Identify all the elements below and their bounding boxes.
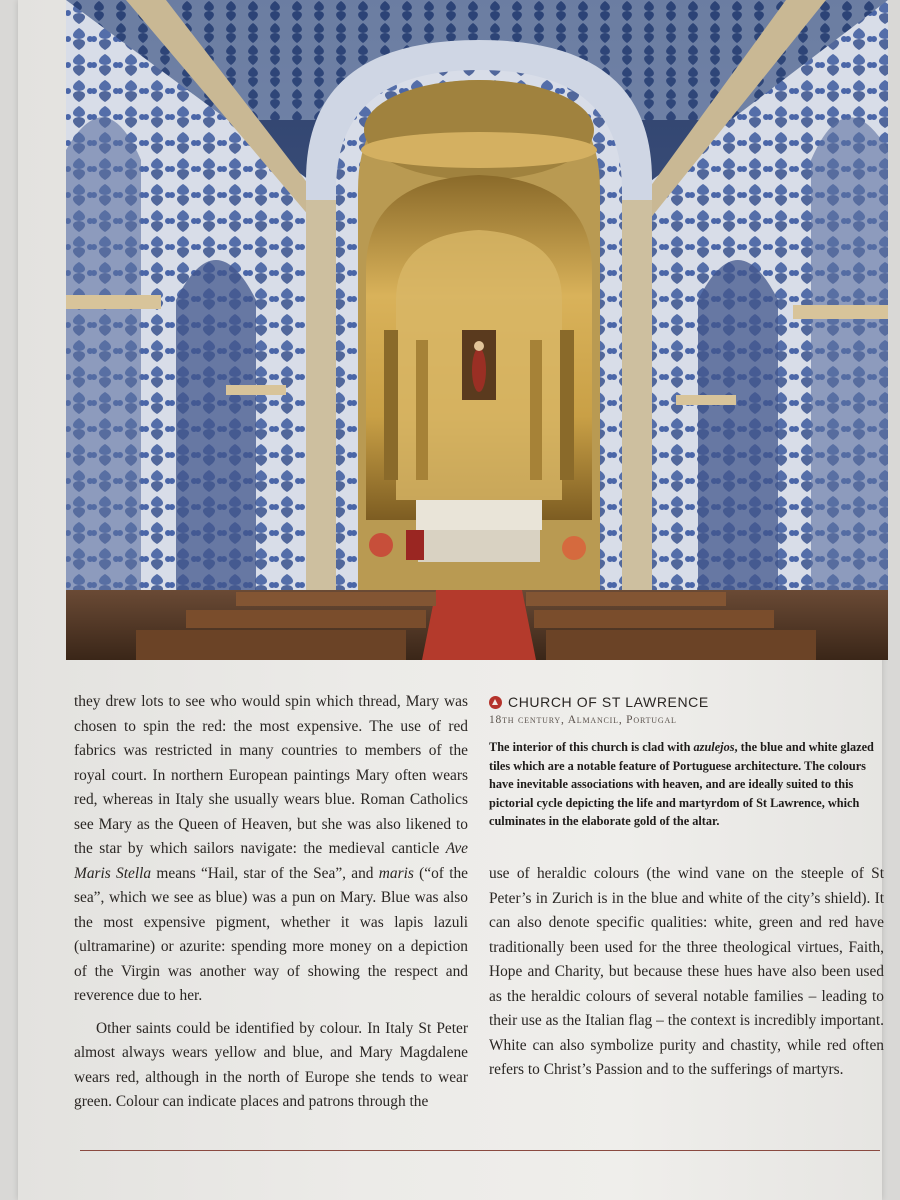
footer-rule	[80, 1150, 880, 1151]
left-paragraph-1: they drew lots to see who would spin which thread, Mary was chosen to spin the red: the most expensive. The use of red fabrics was restricted in many countries to members of the royal court. In northern European paintings Mary often wears red, whereas in Italy she usually wears blue. Roman Catholics see Mary as the Queen of Heaven, but she was also likened to the star by which sailors navigate: the medieval canticle Ave Maris Stella means “Hail, star of the Sea”, and maris (“of the sea”, which we see as blue) was a pun on Mary. Blue was also the most expensive pigment, whether it was lapis lazuli (ultramarine) or azurite: spending more money on a depiction of the Virgin was another way of showing the respect and reverence due to her.	[74, 693, 469, 1004]
photo-caption	[489, 694, 884, 831]
right-paragraph-1: use of heraldic colours (the wind vane on the steeple of St Peter’s in Zurich is in the blue and white of the city’s shield). It can also denote specific qualities: white, green and red have traditionally been used for the three theological virtues, Faith, Hope and Charity, but because these hues have also been used as the heraldic colours of several notable families – leading to their use as the Italian flag – the context is incredibly important. White can also symbolize purity and chastity, while red often refers to Christ’s Passion and to the sufferings of martyrs.	[489, 865, 884, 1078]
caption-text: The interior of this church is clad with azulejos, the blue and white glazed tiles which are a notable feature of Portuguese architecture. The colours have inevitable associations with heaven, and are ideally suited to this pictorial cycle depicting the life and martyrdom of St Lawrence, which culminates in the elaborate gold of the altar.	[489, 740, 874, 828]
right-text-column	[489, 862, 884, 1083]
triangle-in-circle-icon	[489, 696, 502, 709]
church-interior-illustration	[66, 0, 888, 660]
caption-title-text: CHURCH OF ST LAWRENCE	[508, 694, 709, 710]
caption-title	[489, 694, 884, 710]
left-text-column	[74, 690, 468, 1115]
left-paragraph-2: Other saints could be identified by colour. In Italy St Peter almost always wears yellow and blue, and Mary Magdalene wears red, although in the north of Europe she tends to wear green. Colour can indicate places and patrons through the	[74, 1019, 468, 1110]
caption-subtitle: 18th century, Almancil, Portugal	[489, 714, 677, 726]
book-page	[18, 0, 882, 1200]
church-interior-photo	[66, 0, 888, 660]
